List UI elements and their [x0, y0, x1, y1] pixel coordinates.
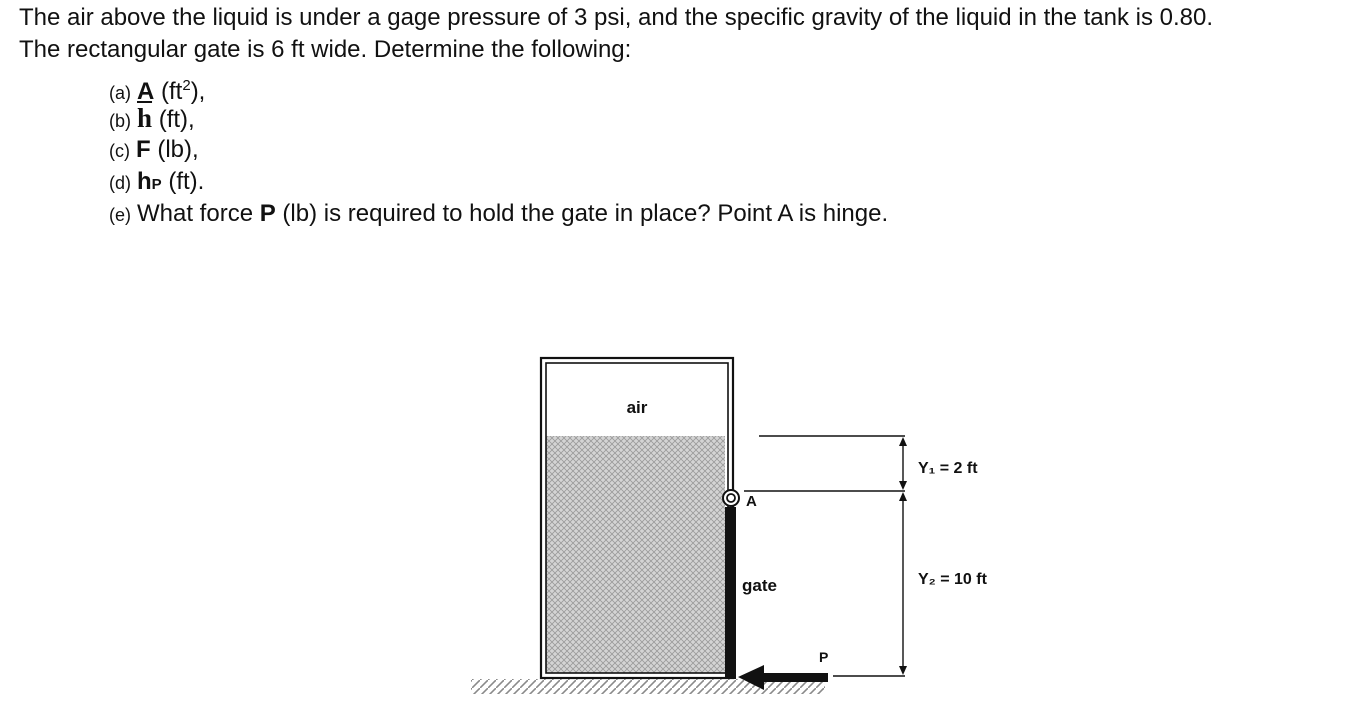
question-d-subscript: P: [151, 176, 162, 193]
question-a-unit: (ft: [154, 78, 183, 105]
problem-line-1: The air above the liquid is under a gage pressure of 3 psi, and the specific gravity of the liquid in the tank is 0.80.: [19, 4, 1214, 31]
question-d-symbol: h: [137, 168, 152, 195]
air-label: air: [626, 398, 648, 417]
question-e-pre: What force: [137, 200, 260, 227]
gate: [725, 507, 736, 679]
dim-y1-label: Y₁ = 2 ft: [918, 460, 978, 477]
problem-line-2: The rectangular gate is 6 ft wide. Determine the following:: [19, 36, 632, 63]
question-b-tag: (b): [109, 111, 131, 131]
liquid: [546, 436, 725, 673]
dim-y2-label: Y₂ = 10 ft: [918, 571, 987, 588]
question-b-unit: (ft),: [152, 106, 195, 133]
force-label: P: [819, 649, 829, 665]
question-d-tag: (d): [109, 173, 131, 193]
question-c-unit: (lb),: [150, 136, 199, 163]
question-e-tag: (e): [109, 205, 131, 225]
gate-label: gate: [742, 576, 777, 595]
dimension-y2: [899, 492, 907, 675]
hinge-icon: [723, 490, 739, 506]
question-a-tail: ),: [190, 78, 206, 105]
question-d-unit: (ft).: [161, 168, 205, 195]
dimension-y1: [899, 437, 907, 490]
question-e-post: (lb) is required to hold the gate in place? Point A is hinge.: [275, 200, 889, 227]
question-e-symbol: P: [259, 200, 276, 227]
question-a-tag: (a): [109, 83, 131, 103]
question-b-symbol: $\overline{h}$: [137, 103, 153, 133]
question-a-sup: 2: [182, 77, 191, 94]
question-c-symbol: F: [136, 136, 151, 163]
hinge-label: A: [746, 493, 757, 510]
question-a-symbol: A: [137, 78, 155, 105]
question-c-tag: (c): [109, 141, 130, 161]
